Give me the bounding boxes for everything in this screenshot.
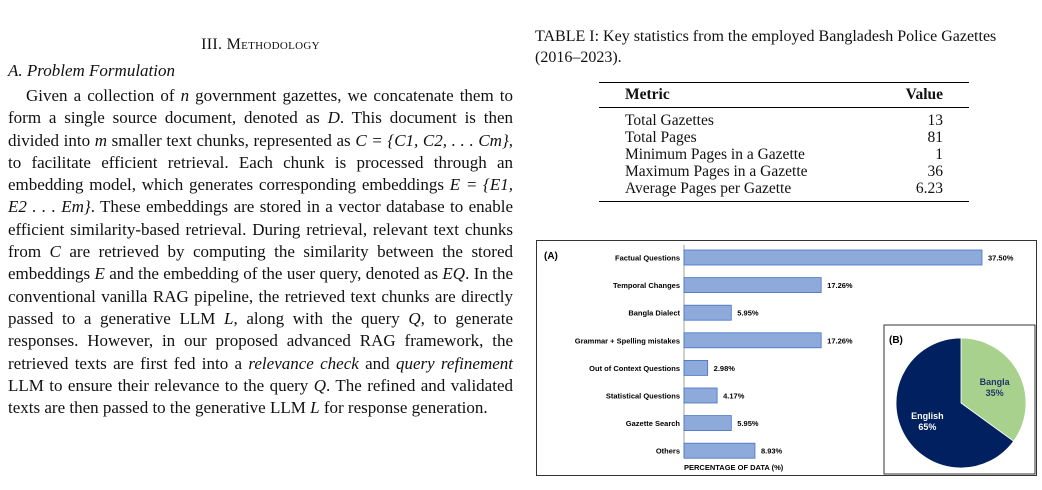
pie-slice-percent: 65% [918,422,937,433]
bar-value-label: 8.93% [760,446,783,456]
bar-category-label: Factual Questions [614,253,680,263]
bar [684,278,821,293]
bar-category-label: Statistical Questions [605,391,680,401]
pie-slice-label: English [911,411,944,422]
table-row [599,108,969,130]
value-cell: 6.23 [858,180,969,202]
table-caption: TABLE I: Key statistics from the employed Bangladesh Police Gazettes (2016–2023). [535,28,997,66]
metric-cell: Maximum Pages in a Gazette [625,163,808,180]
section-name: Methodology [226,36,320,53]
bar-value-label: 37.50% [988,253,1014,263]
table-header-row [599,83,969,108]
subsection-title: A. Problem Formulation [8,61,175,80]
bar-value-label: 17.26% [827,336,853,346]
bar-category-label: Gazette Search [625,419,680,429]
bar-panel-label: (A) [544,251,558,262]
section-title [8,36,513,54]
section-number: III. [201,36,227,53]
header-value: Value [858,83,969,108]
right-column [535,0,1035,202]
bar [684,305,731,320]
bar [684,333,821,348]
bar-category-label: Temporal Changes [613,281,680,291]
table-row [599,129,969,146]
bar-value-label: 4.17% [723,391,745,401]
left-column [8,0,513,419]
metric-cell: Minimum Pages in a Gazette [625,146,805,163]
bar [684,388,717,403]
pie-slice-label: Bangla [979,376,1010,387]
table-row [599,180,969,202]
metric-cell: Total Pages [625,129,697,146]
bar [684,416,731,431]
bar [684,360,708,375]
figure-svg [537,241,1036,475]
metric-cell: Average Pages per Gazette [599,180,858,202]
bar-category-label: Grammar + Spelling mistakes [574,336,680,346]
bar-value-label: 5.95% [737,419,759,429]
bar-x-axis-label: PERCENTAGE OF DATA (%) [684,463,784,472]
bar-category-label: Out of Context Questions [589,363,680,373]
value-cell: 1 [935,146,943,163]
value-cell: 81 [927,129,943,146]
bar [684,250,982,265]
bar [684,443,755,458]
pie-panel-label: (B) [889,335,903,346]
bar-category-label: Bangla Dialect [628,308,680,318]
bar-value-label: 2.98% [713,363,735,373]
metric-cell: Total Gazettes [625,112,714,129]
body-paragraph: Given a collection of n government gazettes, we concatenate them to form a single source document, denoted as D. This document is then divided into m smaller text chunks, represented as C = {C1, C2, . . . Cm}, to facilitate efficient retrieval. Each chunk is processed through an embedding model, which generates corresponding embeddings E = {E1, E2 . . . Em}. These embeddings are stored in a vector database to enable efficient similarity-based retrieval. During retrieval, relevant text chunks from C are retrieved by computing the similarity between the stored embeddings E and the embedding of the user query, denoted as EQ. In the conventional vanilla RAG pipeline, the retrieved text chunks are directly passed to a generative LLM L, along with the query Q, to generate responses. However, in our proposed advanced RAG framework, the retrieved texts are first fed into a relevance check and query refinement LLM to ensure their relevance to the query Q. The refined and validated texts are then passed to the generative LLM L for response generation. [8,86,514,418]
bar-value-label: 5.95% [737,308,759,318]
stats-table [599,82,969,202]
table-row [599,163,969,180]
table-row [599,146,969,163]
bar-value-label: 17.26% [827,281,853,291]
bar-category-label: Others [655,446,680,456]
figure [536,240,1037,476]
pie-slice-percent: 35% [985,387,1004,398]
value-cell: 13 [927,112,943,129]
value-cell: 36 [927,163,943,180]
header-metric: Metric [599,83,858,108]
